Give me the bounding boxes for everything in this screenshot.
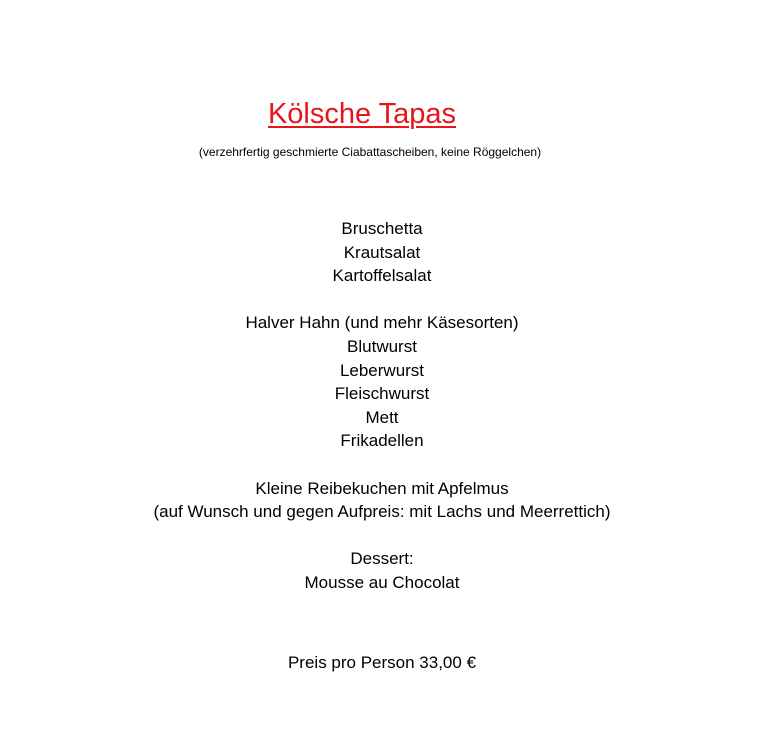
menu-item: Mousse au Chocolat xyxy=(304,572,460,592)
menu-item: Kleine Reibekuchen mit Apfelmus xyxy=(255,478,509,498)
menu-item: Bruschetta xyxy=(341,219,423,238)
group-divider xyxy=(0,524,764,548)
page-subtitle: (verzehrfertig geschmierte Ciabattascheiben, keine Röggelchen) xyxy=(198,145,542,159)
menu-item: Leberwurst xyxy=(339,360,425,380)
price-per-person: Preis pro Person 33,00 € xyxy=(287,653,477,672)
group-divider xyxy=(0,453,764,477)
menu-item: Krautsalat xyxy=(343,242,421,262)
dessert-heading: Dessert: xyxy=(350,549,414,569)
menu-item-note: (auf Wunsch und gegen Aufpreis: mit Lachs und Meerrettich) xyxy=(153,502,611,522)
page-title: Kölsche Tapas xyxy=(267,98,457,130)
menu-list xyxy=(0,217,764,595)
menu-item: Mett xyxy=(365,407,399,427)
group-divider xyxy=(0,288,764,312)
menu-item: Frikadellen xyxy=(340,431,424,451)
menu-item: Kartoffelsalat xyxy=(332,266,432,286)
menu-item: Blutwurst xyxy=(347,336,417,356)
menu-item: Halver Hahn (und mehr Käsesorten) xyxy=(245,313,519,333)
menu-item: Fleischwurst xyxy=(334,384,430,404)
